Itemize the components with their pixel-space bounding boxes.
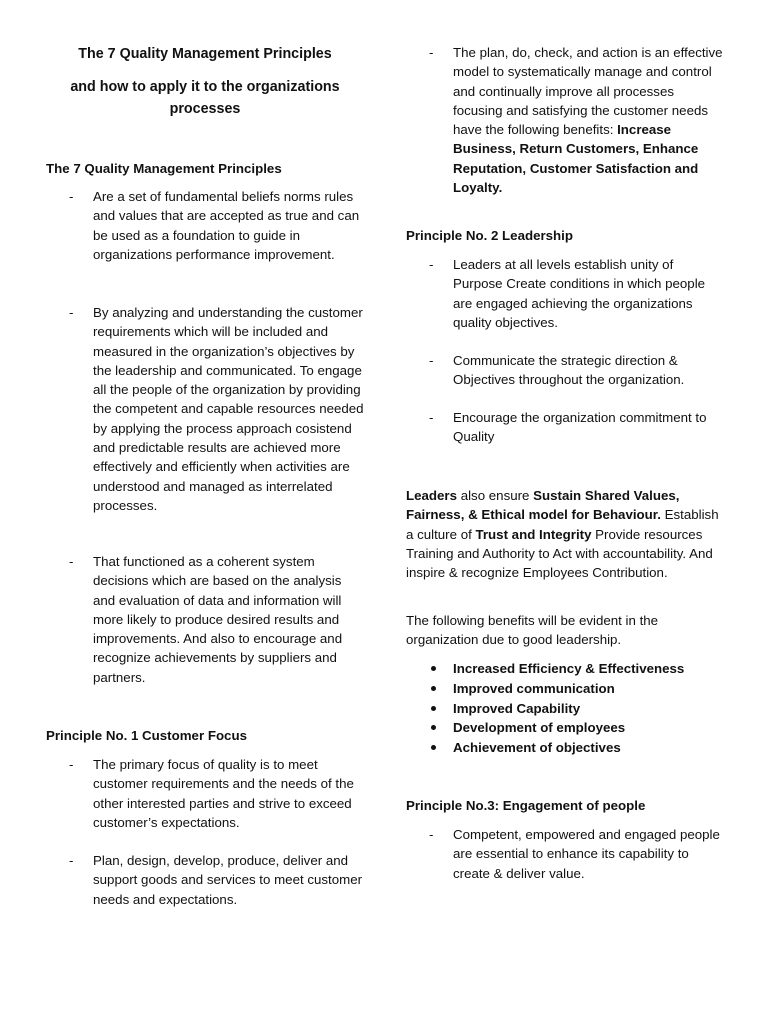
document-subtitle: and how to apply it to the organizations processes [70, 79, 340, 117]
benefit-text: Improved Capability [453, 700, 581, 716]
bullet-dot-icon [431, 745, 436, 750]
principle1-heading: Principle No. 1 Customer Focus [46, 728, 247, 743]
leaders-span-1: Leaders [406, 488, 457, 503]
principle1-item-text: Plan, design, develop, produce, deliver and support goods and services to meet customer needs and expectations. [93, 853, 363, 907]
principle2-item [406, 351, 724, 390]
leaders-paragraph [406, 486, 724, 582]
intro-item-text: Are a set of fundamental beliefs norms rules and values that are accepted as true and can be used as a foundation to guide in organizations performance improvement. [93, 189, 360, 262]
dash-marker: - [429, 45, 434, 60]
intro-item [46, 552, 364, 687]
bullet-dot-icon [431, 686, 436, 691]
pdca-item [406, 43, 724, 197]
dash-marker: - [429, 827, 434, 842]
dash-marker: - [69, 554, 74, 569]
benefits-intro: The following benefits will be evident in the organization due to good leadership. [406, 613, 659, 648]
intro-item [46, 187, 364, 264]
principle1-item [46, 851, 364, 909]
leaders-span-2: also ensure [457, 488, 534, 503]
intro-heading: The 7 Quality Management Principles [46, 161, 282, 176]
principle3-item-text: Competent, empowered and engaged people are essential to enhance its capability to create & deliver value. [453, 827, 720, 881]
intro-item-text: That functioned as a coherent system decisions which are based on the analysis and evaluation of data and information will more likely to produce desired results and improvements. And also to encourage and recognize achievements by suppliers and partners. [93, 554, 343, 685]
leaders-span-4: Establish a culture of [406, 507, 719, 542]
bullet-dot-icon [431, 706, 436, 711]
dash-marker: - [429, 353, 434, 368]
benefit-item [406, 659, 724, 679]
leaders-span-6: Provide resources Training and Authority to Act with accountability. And inspire & recognize Employees Contribution. [406, 526, 713, 581]
principle2-item-text: Leaders at all levels establish unity of Purpose Create conditions in which people are engaged achieving the organizations quality objectives. [453, 257, 706, 330]
dash-marker: - [69, 853, 74, 868]
benefit-text: Development of employees [453, 720, 626, 736]
dash-marker: - [69, 189, 74, 204]
leaders-span-5: Trust and Integrity [475, 526, 592, 542]
principle2-item [406, 255, 724, 332]
benefit-text: Improved communication [453, 680, 615, 696]
principle2-item-text: Encourage the organization commitment to Quality [453, 410, 707, 445]
benefit-item [406, 738, 724, 758]
principle1-item [46, 755, 364, 832]
pdca-text: The plan, do, check, and action is an effective model to systematically manage and control and continually improve all processes focusing and satisfying the customer needs have the following benefits: [453, 45, 723, 138]
benefit-item [406, 679, 724, 699]
bullet-dot-icon [431, 725, 436, 730]
dash-marker: - [69, 305, 74, 320]
pdca-item-text [453, 43, 724, 197]
bullet-dot-icon [431, 666, 436, 671]
principle2-item [406, 408, 724, 447]
principle2-heading: Principle No. 2 Leadership [406, 228, 573, 243]
pdca-benefits: Increase Business, Return Customers, Enhance Reputation, Customer Satisfaction and Loyalty. [453, 122, 699, 196]
benefit-item [406, 699, 724, 719]
benefit-text: Increased Efficiency & Effectiveness [453, 661, 685, 676]
dash-marker: - [429, 410, 434, 425]
dash-marker: - [69, 757, 74, 772]
dash-marker: - [429, 257, 434, 272]
benefit-text: Achievement of objectives [453, 740, 621, 756]
principle3-item [406, 825, 724, 883]
principle3-heading: Principle No.3: Engagement of people [406, 798, 646, 813]
intro-item [46, 303, 364, 515]
document-title: The 7 Quality Management Principles [78, 46, 332, 62]
benefit-item [406, 718, 724, 738]
principle1-item-text: The primary focus of quality is to meet customer requirements and the needs of the other interested parties and strive to exceed customer’s expectations. [93, 757, 354, 830]
leaders-span-3: Sustain Shared Values, Fairness, & Ethical model for Behaviour. [406, 488, 680, 523]
benefits-list [406, 659, 724, 758]
principle2-item-text: Communicate the strategic direction & Objectives throughout the organization. [453, 353, 685, 388]
intro-item-text: By analyzing and understanding the customer requirements which will be included and measured in the organization’s objectives by the leadership and communicated. To engage all the people of the organization by providing the competent and capable resources needed by applying the process approach cosistend and predictable results are achieved more effectively and efficiently when activities are understood and managed as interrelated processes. [93, 305, 364, 513]
